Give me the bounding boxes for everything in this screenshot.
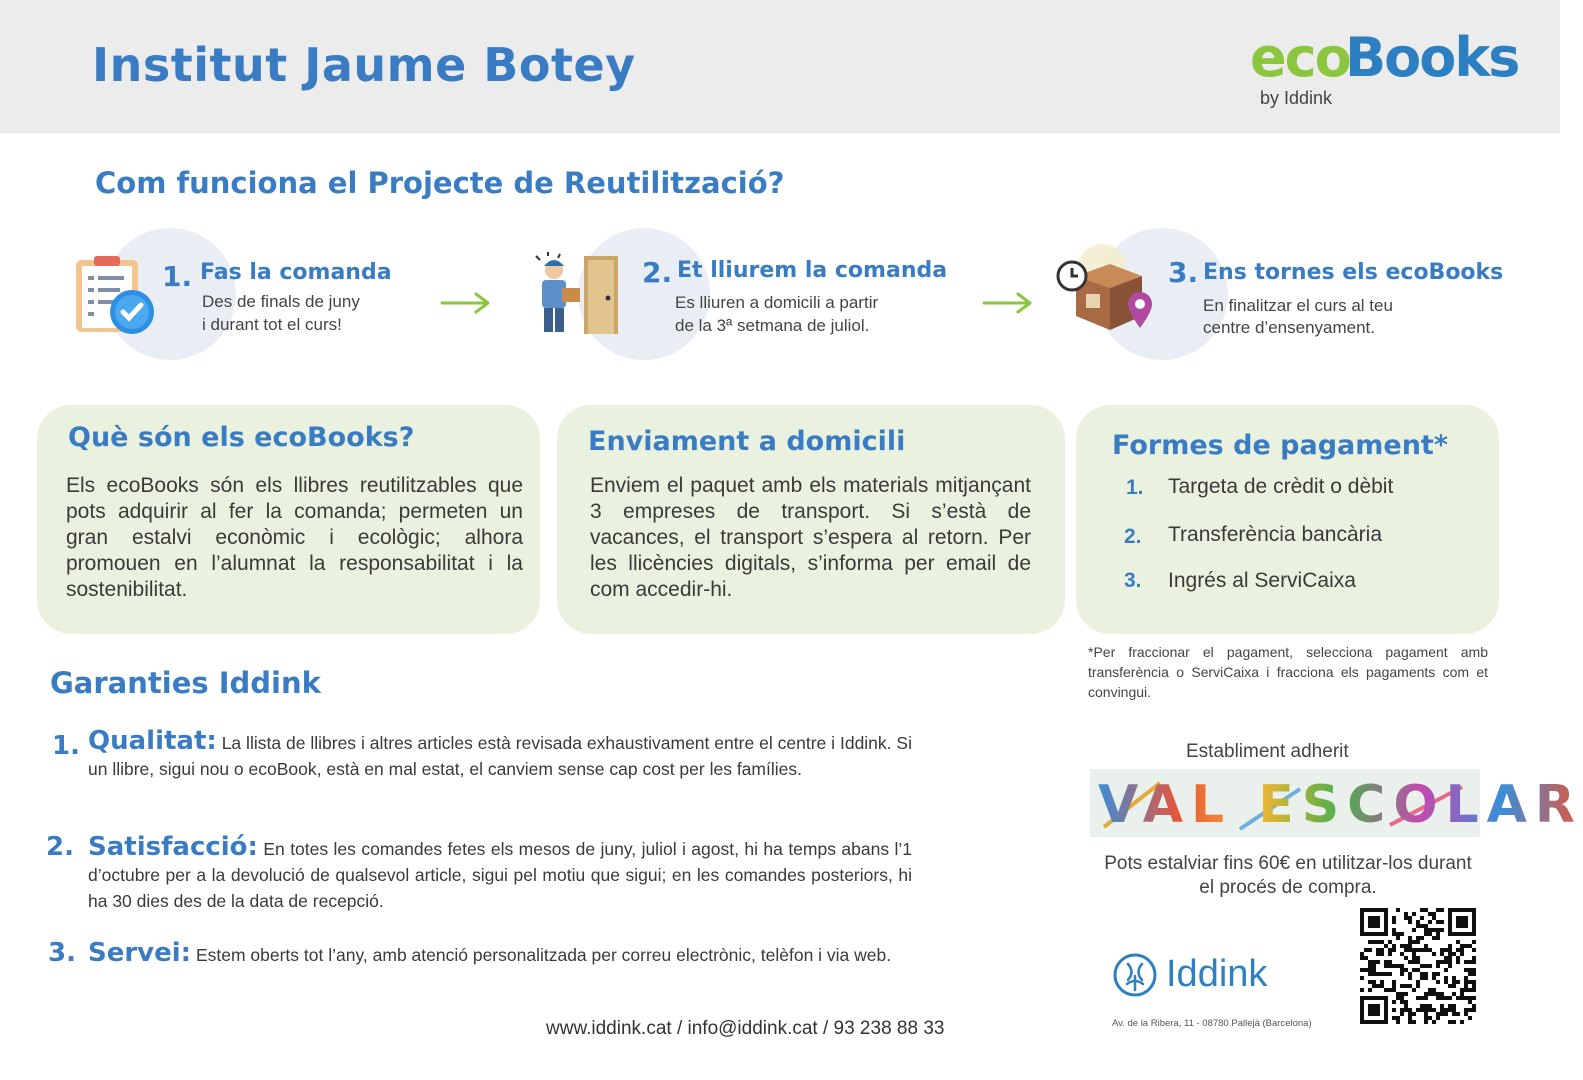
main-title: Com funciona el Projecte de Reutilització? — [95, 166, 785, 200]
guarantee-3-number: 3. — [48, 938, 76, 968]
guarantee-3 — [88, 940, 912, 968]
card-delivery-title: Enviament a domicili — [588, 426, 906, 457]
step-1-desc-line2: i durant tot el curs! — [202, 315, 342, 334]
step-3-desc-line2: centre d’ensenyament. — [1203, 318, 1375, 337]
payment-item-1-number: 1. — [1126, 476, 1144, 499]
arrow-right-icon — [440, 291, 492, 315]
guarantee-2-text: En totes les comandes fetes els mesos de juny, juliol i agost, hi ha temps abans l’1 d’octubre per a la devolució de qualsevol article, sigui pel motiu que sigui; en les comandes posteriors, hi ha 30 dies des de la data de recepció. — [88, 839, 912, 911]
contact-line: www.iddink.cat / info@iddink.cat / 93 238 88 33 — [546, 1018, 945, 1039]
payment-item-2-number: 2. — [1124, 525, 1142, 548]
step-1-number: 1. — [162, 260, 193, 293]
guarantee-3-head: Servei: — [88, 938, 192, 968]
card-ecobooks-text: Els ecoBooks són els llibres reutilitzables que pots adquirir al fer la comanda; permeten un gran estalvi econòmic i ecològic; alhora promouen en l’alumnat la responsabilitat i la sostenibilitat. — [66, 474, 523, 601]
header-band — [0, 0, 1560, 133]
step-2-desc-line1: Es lliuren a domicili a partir — [675, 293, 879, 312]
payment-note: *Per fraccionar el pagament, selecciona pagament amb transferència o ServiCaixa i fracciona els pagaments com et convingui. — [1088, 644, 1488, 700]
val-escolar-saving: Pots estalviar fins 60€ en utilitzar-los durant el procés de compra. — [1104, 853, 1472, 898]
card-delivery-text: Enviem el paquet amb els materials mitjançant 3 empreses de transport. Si s’està de vacances, el transport s’espera al retorn. Per les llicències digitals, s’informa per email de com accedir-hi. — [590, 474, 1031, 601]
iddink-address: Av. de la Ribera, 11 - 08780 Pallejà (Barcelona) — [1112, 1018, 1312, 1029]
arrow-right-icon — [982, 291, 1034, 315]
step-2-number: 2. — [642, 256, 673, 289]
logo-eco: eco — [1250, 26, 1350, 89]
payment-item-2-label: Transferència bancària — [1168, 523, 1382, 546]
step-2-title: Et lliurem la comanda — [677, 258, 948, 283]
step-3-number: 3. — [1168, 256, 1199, 289]
step-3-desc-line1: En finalitzar el curs al teu — [1203, 296, 1393, 315]
guarantee-2-head: Satisfacció: — [88, 832, 258, 862]
guarantee-2 — [88, 834, 912, 914]
logo-books: Books — [1345, 26, 1519, 89]
guarantee-1-text: La llista de llibres i altres articles està revisada exhaustivament entre el centre i Iddink. Si un llibre, sigui nou o ecoBook, està en mal estat, el canviem sense cap cost per les famílies. — [88, 733, 912, 779]
delivery-person-icon — [530, 250, 620, 336]
payment-item-3-number: 3. — [1124, 569, 1142, 592]
logo-by: by Iddink — [1260, 88, 1333, 108]
guarantee-1-head: Qualitat: — [88, 726, 217, 756]
step-3-title: Ens tornes els ecoBooks — [1203, 260, 1504, 285]
clipboard-check-icon — [74, 256, 158, 338]
step-2-desc-line2: de la 3ª setmana de juliol. — [675, 316, 870, 335]
payment-item-3-label: Ingrés al ServiCaixa — [1168, 569, 1356, 592]
school-name: Institut Jaume Botey — [92, 38, 636, 92]
card-payment-title: Formes de pagament* — [1112, 430, 1448, 461]
package-return-icon — [1054, 242, 1158, 334]
card-ecobooks-title: Què són els ecoBooks? — [68, 422, 415, 453]
guarantees-title: Garanties Iddink — [50, 666, 321, 700]
guarantee-1-number: 1. — [52, 731, 80, 761]
adherit-label: Establiment adherit — [1186, 741, 1349, 762]
step-1-title: Fas la comanda — [200, 260, 392, 285]
iddink-name: Iddink — [1166, 953, 1268, 995]
val-escolar-logo — [1090, 769, 1583, 837]
guarantee-3-text: Estem oberts tot l’any, amb atenció personalitzada per correu electrònic, telèfon i via web. — [191, 945, 892, 965]
ecobooks-logo — [1250, 26, 1519, 116]
payment-item-1-label: Targeta de crèdit o dèbit — [1168, 475, 1394, 498]
step-1-desc-line1: Des de finals de juny — [202, 292, 360, 311]
qr-code — [1360, 908, 1476, 1024]
iddink-logo-icon — [1112, 952, 1158, 998]
guarantee-1 — [88, 728, 912, 782]
val-escolar-text: VAL ESCOLAR — [1098, 775, 1583, 835]
guarantee-2-number: 2. — [46, 832, 74, 862]
